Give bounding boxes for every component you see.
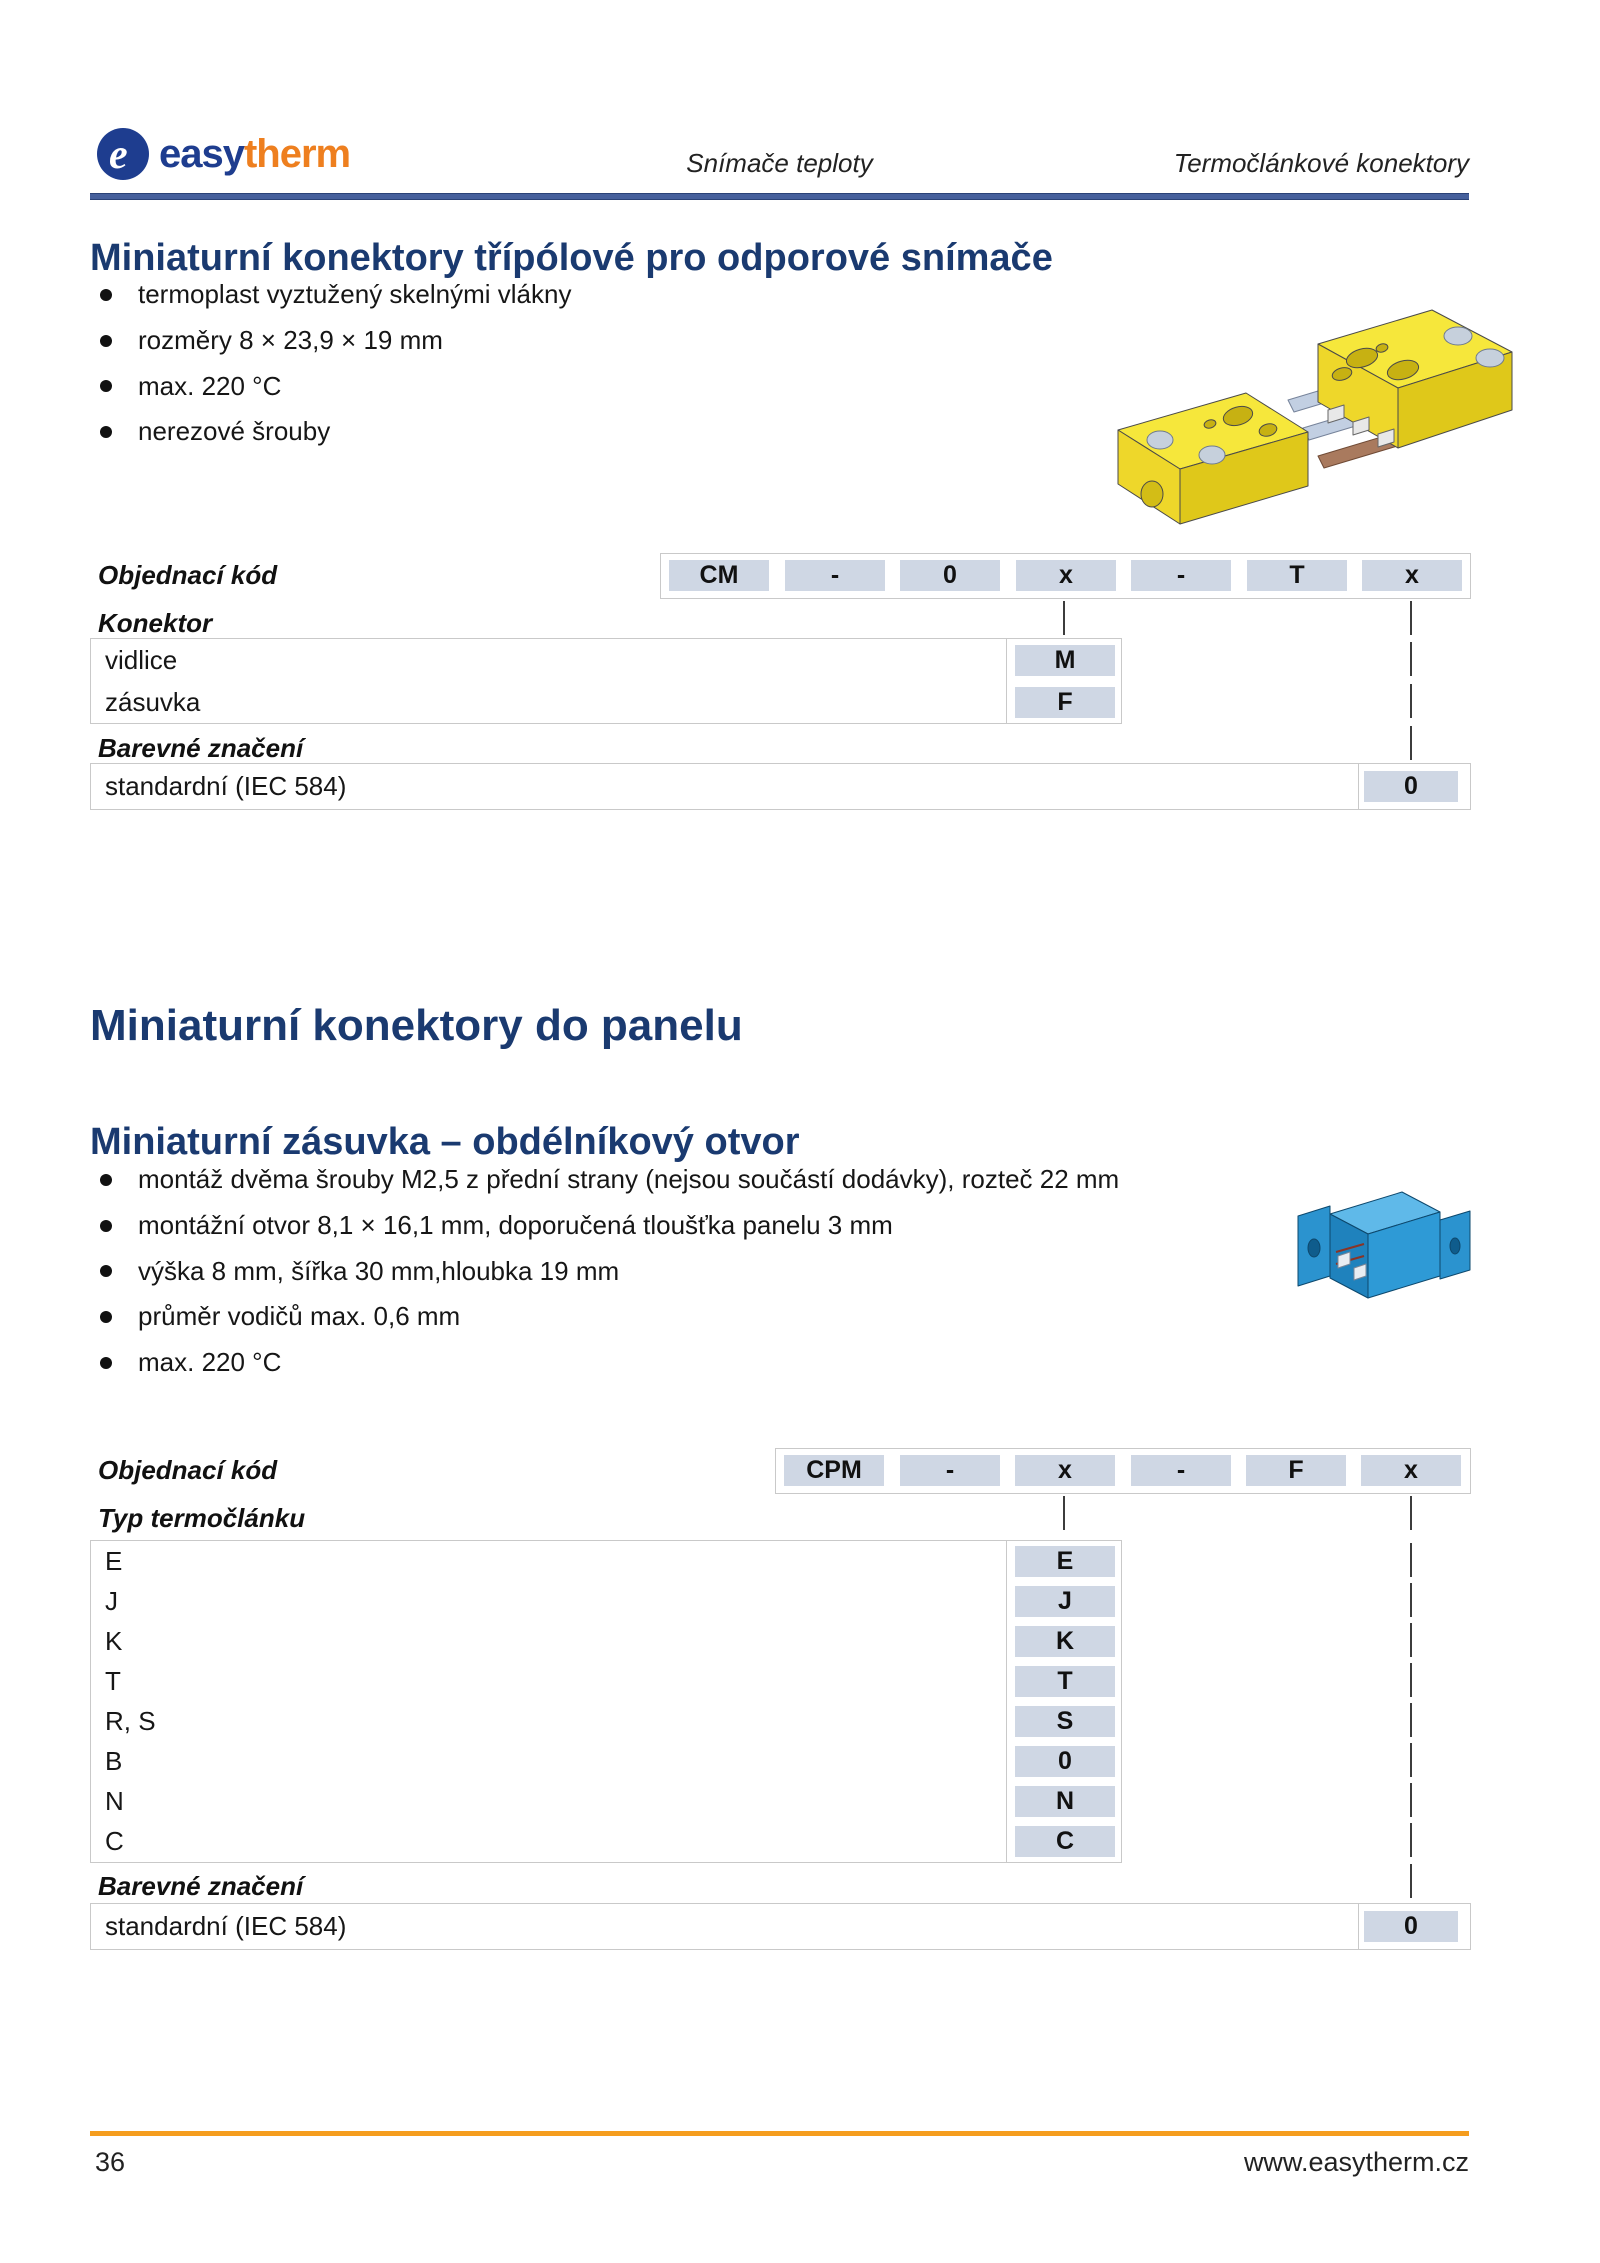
konektor-rows-box bbox=[90, 638, 1122, 724]
row-label: zásuvka bbox=[105, 686, 201, 717]
row-label: J bbox=[105, 1585, 118, 1616]
blue-panel-connector-image bbox=[1272, 1152, 1482, 1312]
order-code-cell: 0 bbox=[900, 560, 1000, 591]
table-row bbox=[91, 1742, 1121, 1782]
row-code-cell: M bbox=[1015, 645, 1115, 676]
footer-rule bbox=[90, 2131, 1469, 2136]
selection-pipe bbox=[1410, 726, 1412, 760]
section2-bullet-list bbox=[90, 1157, 1270, 1385]
order-code-cell: CPM bbox=[784, 1455, 884, 1486]
row-label: N bbox=[105, 1786, 124, 1817]
bullet-item bbox=[90, 318, 1090, 364]
color-row-box bbox=[90, 763, 1471, 810]
table-row bbox=[91, 1581, 1121, 1621]
order-code-cell: CM bbox=[669, 560, 769, 591]
header-doc-title: Snímače teploty bbox=[686, 148, 873, 178]
bullet-text: max. 220 °C bbox=[138, 1347, 282, 1378]
selection-pipe bbox=[1410, 601, 1412, 635]
section1-title: Miniaturní konektory třípólové pro odporové snímače bbox=[90, 237, 1053, 279]
order-code-cell: - bbox=[785, 560, 885, 591]
selection-pipe bbox=[1410, 1703, 1412, 1737]
table-row bbox=[91, 639, 1121, 681]
bullet-text: montáž dvěma šrouby M2,5 z přední strany (nejsou součástí dodávky), rozteč 22 mm bbox=[138, 1164, 1120, 1195]
order-code-cell: - bbox=[1131, 560, 1231, 591]
order-code-cell: - bbox=[1131, 1455, 1231, 1486]
order-code-box bbox=[775, 1448, 1471, 1494]
section1-bullet-list bbox=[90, 272, 1090, 455]
bullet-item bbox=[90, 272, 1090, 318]
bullet-item bbox=[90, 409, 1090, 455]
column-divider bbox=[1006, 639, 1007, 723]
row-code-cell: 0 bbox=[1015, 1746, 1115, 1777]
bullet-text: průměr vodičů max. 0,6 mm bbox=[138, 1301, 461, 1332]
bullet-dot bbox=[100, 1174, 112, 1186]
bullet-dot bbox=[100, 1220, 112, 1232]
group-label-color: Barevné značení bbox=[98, 1871, 304, 1901]
row-code-cell: N bbox=[1015, 1786, 1115, 1817]
column-divider bbox=[1006, 1541, 1007, 1862]
group-label-konektor: Konektor bbox=[98, 608, 213, 638]
order-code-cell: F bbox=[1246, 1455, 1346, 1486]
svg-text:e: e bbox=[109, 132, 128, 178]
bullet-dot bbox=[100, 1311, 112, 1323]
selection-pipe bbox=[1410, 1823, 1412, 1857]
section2-subtitle: Miniaturní zásuvka – obdélníkový otvor bbox=[90, 1121, 800, 1163]
logo-text-therm: therm bbox=[243, 132, 351, 176]
group-label-thermocouple-type: Typ termočlánku bbox=[98, 1503, 306, 1533]
order-code-cell: T bbox=[1247, 560, 1347, 591]
selection-pipe bbox=[1063, 1496, 1065, 1530]
row-label: vidlice bbox=[105, 644, 178, 675]
selection-pipe bbox=[1410, 1663, 1412, 1697]
bullet-text: výška 8 mm, šířka 30 mm,hloubka 19 mm bbox=[138, 1255, 620, 1286]
row-label: C bbox=[105, 1826, 124, 1857]
table-row bbox=[91, 1661, 1121, 1701]
bullet-dot bbox=[100, 1265, 112, 1277]
bullet-item bbox=[90, 1248, 1270, 1294]
row-code-cell: S bbox=[1015, 1706, 1115, 1737]
selection-pipe bbox=[1410, 1743, 1412, 1777]
bullet-dot bbox=[100, 289, 112, 301]
selection-pipe bbox=[1410, 1864, 1412, 1898]
thermocouple-rows-box bbox=[90, 1540, 1122, 1863]
table-row bbox=[91, 1541, 1121, 1581]
color-row-box bbox=[90, 1903, 1471, 1950]
order-code-cell: x bbox=[1016, 560, 1116, 591]
bullet-text: max. 220 °C bbox=[138, 370, 282, 401]
order-code-cell: x bbox=[1362, 560, 1462, 591]
website-link[interactable]: www.easytherm.cz bbox=[1243, 2147, 1469, 2177]
selection-pipe bbox=[1410, 1623, 1412, 1657]
bullet-text: termoplast vyztužený skelnými vlákny bbox=[138, 279, 572, 310]
header-rule bbox=[90, 193, 1469, 200]
order-code-label: Objednací kód bbox=[98, 560, 278, 590]
row-label: R, S bbox=[105, 1706, 156, 1737]
row-code-cell: E bbox=[1015, 1546, 1115, 1577]
selection-pipe bbox=[1410, 1583, 1412, 1617]
bullet-text: nerezové šrouby bbox=[138, 416, 331, 447]
row-label: T bbox=[105, 1665, 121, 1696]
table-row bbox=[91, 1822, 1121, 1862]
selection-pipe bbox=[1410, 684, 1412, 718]
bullet-dot bbox=[100, 335, 112, 347]
order-code-label: Objednací kód bbox=[98, 1455, 278, 1485]
selection-pipe bbox=[1410, 1496, 1412, 1530]
row-code-cell: T bbox=[1015, 1666, 1115, 1697]
table-row bbox=[91, 681, 1121, 723]
bullet-dot bbox=[100, 380, 112, 392]
section2-title: Miniaturní konektory do panelu bbox=[90, 1001, 743, 1050]
row-code-cell: J bbox=[1015, 1586, 1115, 1617]
table-row bbox=[91, 1702, 1121, 1742]
order-code-cell: x bbox=[1361, 1455, 1461, 1486]
yellow-connectors-image bbox=[1060, 252, 1530, 552]
page-number: 36 bbox=[95, 2147, 126, 2177]
bullet-item bbox=[90, 1294, 1270, 1340]
row-label: B bbox=[105, 1746, 123, 1777]
group-label-color: Barevné značení bbox=[98, 733, 304, 763]
row-label: K bbox=[105, 1625, 123, 1656]
row-label: E bbox=[105, 1545, 123, 1576]
color-row-label: standardní (IEC 584) bbox=[105, 1911, 347, 1941]
color-row-label: standardní (IEC 584) bbox=[105, 771, 347, 801]
table-row bbox=[91, 1782, 1121, 1822]
order-code-box bbox=[660, 553, 1471, 599]
selection-pipe bbox=[1410, 1543, 1412, 1577]
row-code-cell: K bbox=[1015, 1626, 1115, 1657]
logo-text-easy: easy bbox=[159, 132, 244, 176]
bullet-item bbox=[90, 363, 1090, 409]
color-row-code-cell: 0 bbox=[1364, 1911, 1458, 1942]
selection-pipe bbox=[1063, 601, 1065, 635]
column-divider bbox=[1358, 1904, 1359, 1949]
row-code-cell: F bbox=[1015, 687, 1115, 718]
bullet-item bbox=[90, 1203, 1270, 1249]
bullet-dot bbox=[100, 1357, 112, 1369]
header-section-title: Termočlánkové konektory bbox=[1173, 148, 1469, 178]
color-row-code-cell: 0 bbox=[1364, 771, 1458, 802]
order-code-cell: - bbox=[900, 1455, 1000, 1486]
bullet-dot bbox=[100, 426, 112, 438]
table-row bbox=[91, 1621, 1121, 1661]
selection-pipe bbox=[1410, 1783, 1412, 1817]
selection-pipe bbox=[1410, 642, 1412, 676]
bullet-item bbox=[90, 1340, 1270, 1386]
bullet-item bbox=[90, 1157, 1270, 1203]
order-code-cell: x bbox=[1015, 1455, 1115, 1486]
bullet-text: rozměry 8 × 23,9 × 19 mm bbox=[138, 325, 443, 356]
column-divider bbox=[1358, 764, 1359, 809]
row-code-cell: C bbox=[1015, 1826, 1115, 1857]
bullet-text: montážní otvor 8,1 × 16,1 mm, doporučená tloušťka panelu 3 mm bbox=[138, 1210, 893, 1241]
